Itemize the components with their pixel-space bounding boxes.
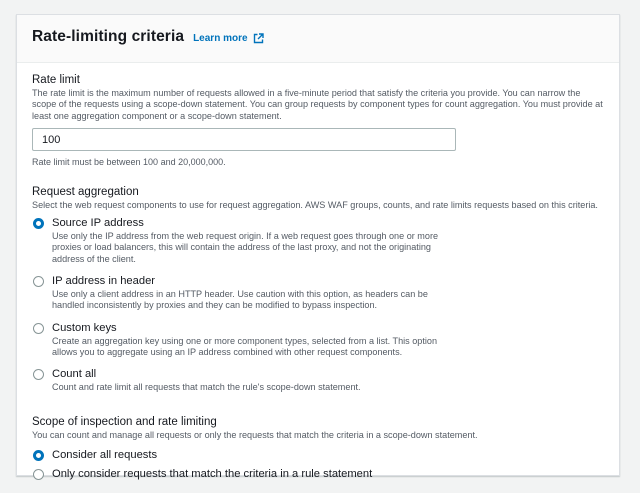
radio-label: IP address in header xyxy=(52,275,156,288)
rate-limit-description: The rate limit is the maximum number of requests allowed in a five-minute period that satisfy the criteria you provide. You can narrow the scope of the requests using a scope-down statement. You can group requests by component types for count aggregation. You must provide at least one aggregation component or a scope-down statement. xyxy=(32,88,603,121)
radio-ip-in-header[interactable] xyxy=(32,274,604,312)
radio-button[interactable] xyxy=(33,276,44,287)
radio-description: Create an aggregation key using one or more component types, selected from a list. This option allows you to aggregate using an IP address combined with other request components. xyxy=(52,335,438,357)
rate-limit-constraint: Rate limit must be between 100 and 20,000,000. xyxy=(32,156,226,167)
scope-label: Scope of inspection and rate limiting xyxy=(32,415,217,428)
request-aggregation-label: Request aggregation xyxy=(32,185,139,198)
radio-label: Source IP address xyxy=(52,217,144,230)
learn-more-label: Learn more xyxy=(193,33,248,44)
radio-label: Custom keys xyxy=(52,321,117,334)
radio-button-checked[interactable] xyxy=(33,218,44,229)
radio-description: Count and rate limit all requests that match the rule's scope-down statement. xyxy=(52,382,361,393)
scope-field xyxy=(32,416,604,481)
external-link-icon xyxy=(253,33,264,44)
learn-more-link[interactable] xyxy=(193,33,263,44)
radio-count-all[interactable] xyxy=(32,367,604,393)
radio-label: Consider all requests xyxy=(52,448,158,461)
request-aggregation-description: Select the web request components to use for request aggregation. AWS WAF groups, counts, and rate limits requests based on this criteria. xyxy=(32,199,598,210)
rate-limit-field xyxy=(32,74,604,167)
panel-title: Rate-limiting criteria xyxy=(32,28,185,45)
radio-description: Use only a client address in an HTTP header. Use caution with this option, as headers can be handled inconsistently by proxies and they can be modified to bypass inspection. xyxy=(52,289,428,311)
radio-label: Only consider requests that match the criteria in a rule statement xyxy=(52,467,373,480)
radio-source-ip[interactable] xyxy=(32,216,604,265)
radio-button-checked[interactable] xyxy=(33,450,44,461)
radio-custom-keys[interactable] xyxy=(32,321,604,359)
rate-limit-label: Rate limit xyxy=(32,74,80,86)
rate-limit-input[interactable]: 100 xyxy=(32,128,456,151)
rate-limiting-panel xyxy=(16,14,620,480)
radio-button[interactable] xyxy=(33,469,44,480)
radio-label: Count all xyxy=(52,368,97,381)
radio-button[interactable] xyxy=(33,323,44,334)
request-aggregation-field xyxy=(32,186,604,394)
radio-consider-all[interactable] xyxy=(32,448,604,462)
radio-description: Use only the IP address from the web request origin. If a web request goes through one or more proxies or load balancers, this will contain the address of the last proxy, and not the originating address of the client. xyxy=(52,231,439,264)
radio-only-matching[interactable] xyxy=(32,467,604,481)
scope-description: You can count and manage all requests or only the requests that match the criteria in a scope-down statement. xyxy=(32,429,478,440)
panel-header xyxy=(17,15,619,63)
radio-button[interactable] xyxy=(33,369,44,380)
